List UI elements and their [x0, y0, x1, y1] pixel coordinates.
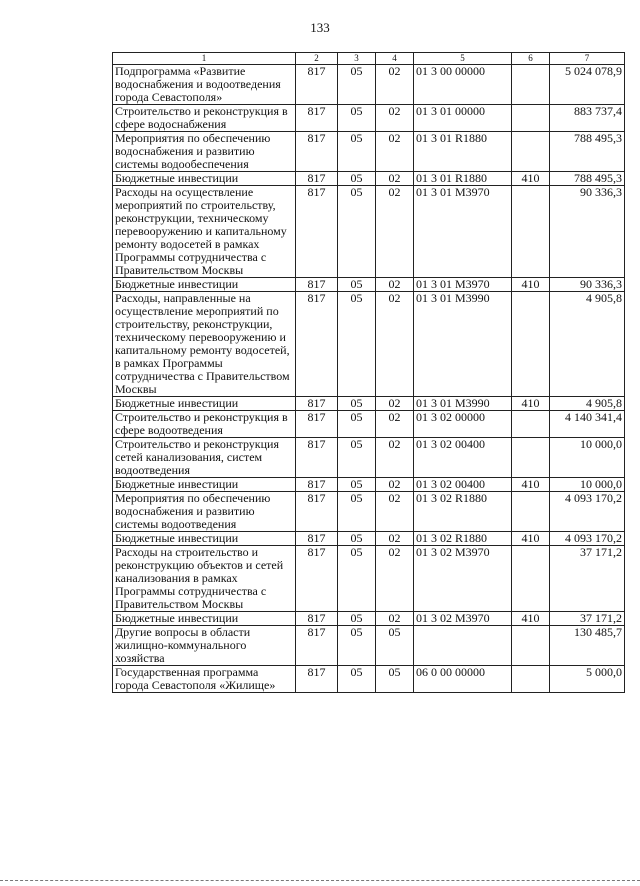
- cell-amount: 4 093 170,2: [550, 492, 625, 532]
- cell-name: Бюджетные инвестиции: [113, 397, 296, 411]
- cell-target-article: 01 3 01 00000: [414, 105, 512, 132]
- table-row: [113, 411, 625, 438]
- cell-target-article: 01 3 01 M3970: [414, 186, 512, 278]
- column-header: 7: [550, 53, 625, 65]
- cell-target-article: 01 3 01 R1880: [414, 172, 512, 186]
- cell-target-article: 01 3 00 00000: [414, 65, 512, 105]
- scan-edge-divider: [0, 880, 640, 881]
- cell-grbs: 817: [296, 411, 338, 438]
- cell-amount: 788 495,3: [550, 132, 625, 172]
- cell-grbs: 817: [296, 397, 338, 411]
- cell-amount: 10 000,0: [550, 478, 625, 492]
- cell-amount: 4 905,8: [550, 397, 625, 411]
- table-row: [113, 172, 625, 186]
- column-header: 3: [338, 53, 376, 65]
- table-row: [113, 626, 625, 666]
- cell-section: 05: [338, 626, 376, 666]
- cell-grbs: 817: [296, 546, 338, 612]
- cell-expense-type: 410: [512, 172, 550, 186]
- page-number: 133: [310, 20, 330, 35]
- column-number-row: [113, 53, 625, 65]
- cell-target-article: 01 3 02 00400: [414, 438, 512, 478]
- table-row: [113, 65, 625, 105]
- cell-name: Строительство и реконструкция в сфере водоснабжения: [113, 105, 296, 132]
- cell-subsection: 02: [376, 172, 414, 186]
- cell-grbs: 817: [296, 292, 338, 397]
- cell-subsection: 02: [376, 546, 414, 612]
- cell-expense-type: [512, 105, 550, 132]
- cell-expense-type: [512, 65, 550, 105]
- cell-section: 05: [338, 666, 376, 693]
- table-row: [113, 532, 625, 546]
- cell-subsection: 02: [376, 132, 414, 172]
- column-header: 5: [414, 53, 512, 65]
- cell-name: Бюджетные инвестиции: [113, 478, 296, 492]
- cell-name: Расходы на осуществление мероприятий по строительству, реконструкции, техническому перевооружению и капитальному ремонту водосетей в рамках Программы сотрудничества с Правительством Москвы: [113, 186, 296, 278]
- cell-section: 05: [338, 532, 376, 546]
- column-header: 1: [113, 53, 296, 65]
- cell-expense-type: [512, 666, 550, 693]
- table-row: [113, 132, 625, 172]
- cell-grbs: 817: [296, 65, 338, 105]
- cell-subsection: 02: [376, 478, 414, 492]
- cell-subsection: 02: [376, 105, 414, 132]
- table-row: [113, 666, 625, 693]
- cell-target-article: 01 3 02 00400: [414, 478, 512, 492]
- cell-amount: 37 171,2: [550, 612, 625, 626]
- cell-subsection: 02: [376, 186, 414, 278]
- cell-expense-type: [512, 292, 550, 397]
- cell-name: Строительство и реконструкция в сфере водоотведения: [113, 411, 296, 438]
- cell-subsection: 02: [376, 397, 414, 411]
- cell-target-article: 01 3 01 M3990: [414, 397, 512, 411]
- cell-amount: 883 737,4: [550, 105, 625, 132]
- cell-name: Мероприятия по обеспечению водоснабжения и развитию системы водообеспечения: [113, 132, 296, 172]
- cell-name: Расходы, направленные на осуществление мероприятий по строительству, реконструкции, техническому перевооружению и капитальному ремонту водосетей, в рамках Программы сотрудничества с Правительством Москвы: [113, 292, 296, 397]
- cell-section: 05: [338, 478, 376, 492]
- table-row: [113, 105, 625, 132]
- cell-target-article: 01 3 02 00000: [414, 411, 512, 438]
- cell-expense-type: 410: [512, 278, 550, 292]
- cell-section: 05: [338, 546, 376, 612]
- cell-section: 05: [338, 492, 376, 532]
- cell-name: Бюджетные инвестиции: [113, 612, 296, 626]
- cell-amount: 5 000,0: [550, 666, 625, 693]
- table-row: [113, 612, 625, 626]
- cell-section: 05: [338, 411, 376, 438]
- cell-amount: 90 336,3: [550, 186, 625, 278]
- cell-target-article: 01 3 01 M3990: [414, 292, 512, 397]
- cell-name: Бюджетные инвестиции: [113, 278, 296, 292]
- cell-name: Подпрограмма «Развитие водоснабжения и водоотведения города Севастополя»: [113, 65, 296, 105]
- column-header: 4: [376, 53, 414, 65]
- cell-subsection: 02: [376, 612, 414, 626]
- cell-target-article: 01 3 02 M3970: [414, 546, 512, 612]
- table-row: [113, 397, 625, 411]
- cell-target-article: [414, 626, 512, 666]
- cell-target-article: 01 3 02 M3970: [414, 612, 512, 626]
- cell-name: Государственная программа города Севастополя «Жилище»: [113, 666, 296, 693]
- cell-section: 05: [338, 186, 376, 278]
- cell-section: 05: [338, 612, 376, 626]
- cell-section: 05: [338, 397, 376, 411]
- cell-grbs: 817: [296, 186, 338, 278]
- cell-section: 05: [338, 65, 376, 105]
- cell-amount: 4 905,8: [550, 292, 625, 397]
- cell-subsection: 02: [376, 65, 414, 105]
- cell-amount: 90 336,3: [550, 278, 625, 292]
- table-row: [113, 278, 625, 292]
- table-body: [113, 65, 625, 693]
- table-row: [113, 186, 625, 278]
- cell-section: 05: [338, 278, 376, 292]
- cell-grbs: 817: [296, 492, 338, 532]
- cell-section: 05: [338, 105, 376, 132]
- table-row: [113, 478, 625, 492]
- cell-amount: 788 495,3: [550, 172, 625, 186]
- cell-grbs: 817: [296, 105, 338, 132]
- cell-target-article: 06 0 00 00000: [414, 666, 512, 693]
- cell-grbs: 817: [296, 132, 338, 172]
- cell-target-article: 01 3 02 R1880: [414, 492, 512, 532]
- cell-grbs: 817: [296, 666, 338, 693]
- budget-table: [112, 52, 625, 693]
- cell-name: Бюджетные инвестиции: [113, 532, 296, 546]
- cell-expense-type: [512, 492, 550, 532]
- table-row: [113, 292, 625, 397]
- cell-amount: 37 171,2: [550, 546, 625, 612]
- cell-name: Другие вопросы в области жилищно-коммунального хозяйства: [113, 626, 296, 666]
- cell-grbs: 817: [296, 438, 338, 478]
- cell-section: 05: [338, 438, 376, 478]
- cell-subsection: 02: [376, 411, 414, 438]
- cell-expense-type: 410: [512, 612, 550, 626]
- cell-expense-type: 410: [512, 397, 550, 411]
- cell-target-article: 01 3 01 M3970: [414, 278, 512, 292]
- cell-expense-type: [512, 132, 550, 172]
- cell-section: 05: [338, 132, 376, 172]
- cell-subsection: 02: [376, 292, 414, 397]
- cell-expense-type: [512, 546, 550, 612]
- cell-subsection: 02: [376, 492, 414, 532]
- table-row: [113, 438, 625, 478]
- cell-expense-type: [512, 411, 550, 438]
- cell-expense-type: [512, 186, 550, 278]
- cell-name: Строительство и реконструкция сетей канализования, систем водоотведения: [113, 438, 296, 478]
- cell-grbs: 817: [296, 532, 338, 546]
- cell-target-article: 01 3 01 R1880: [414, 132, 512, 172]
- cell-subsection: 05: [376, 666, 414, 693]
- cell-name: Бюджетные инвестиции: [113, 172, 296, 186]
- table-row: [113, 492, 625, 532]
- cell-section: 05: [338, 172, 376, 186]
- column-header: 6: [512, 53, 550, 65]
- cell-expense-type: [512, 626, 550, 666]
- cell-name: Расходы на строительство и реконструкцию объектов и сетей канализования в рамках Программы сотрудничества с Правительством Москвы: [113, 546, 296, 612]
- cell-subsection: 05: [376, 626, 414, 666]
- cell-amount: 5 024 078,9: [550, 65, 625, 105]
- cell-grbs: 817: [296, 278, 338, 292]
- column-header: 2: [296, 53, 338, 65]
- cell-grbs: 817: [296, 172, 338, 186]
- cell-expense-type: 410: [512, 478, 550, 492]
- cell-amount: 4 093 170,2: [550, 532, 625, 546]
- cell-amount: 10 000,0: [550, 438, 625, 478]
- cell-subsection: 02: [376, 532, 414, 546]
- table-row: [113, 546, 625, 612]
- cell-section: 05: [338, 292, 376, 397]
- cell-expense-type: [512, 438, 550, 478]
- cell-grbs: 817: [296, 478, 338, 492]
- cell-grbs: 817: [296, 612, 338, 626]
- cell-amount: 130 485,7: [550, 626, 625, 666]
- cell-target-article: 01 3 02 R1880: [414, 532, 512, 546]
- cell-amount: 4 140 341,4: [550, 411, 625, 438]
- cell-expense-type: 410: [512, 532, 550, 546]
- cell-subsection: 02: [376, 438, 414, 478]
- cell-subsection: 02: [376, 278, 414, 292]
- cell-grbs: 817: [296, 626, 338, 666]
- cell-name: Мероприятия по обеспечению водоснабжения и развитию системы водоотведения: [113, 492, 296, 532]
